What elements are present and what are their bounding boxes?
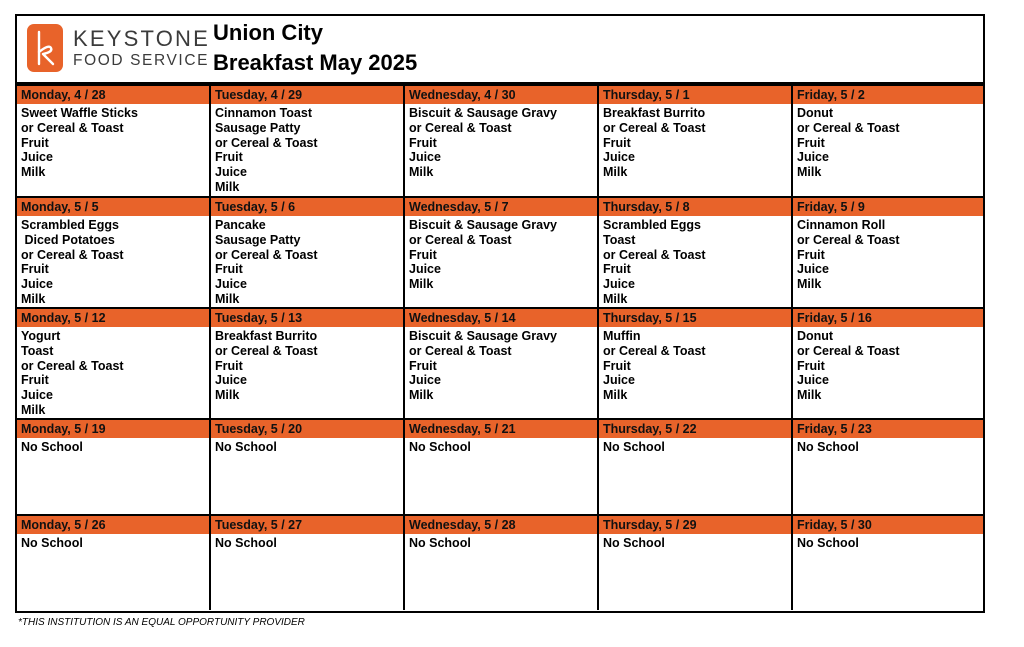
week-row <box>17 309 983 420</box>
day-header: Tuesday, 4 / 29 <box>211 86 403 104</box>
day-header: Tuesday, 5 / 20 <box>211 420 403 438</box>
menu-item: Juice <box>797 262 829 277</box>
menu-item: Breakfast Burrito <box>215 329 318 343</box>
menu-item: Juice <box>215 277 247 292</box>
menu-item: Fruit <box>797 358 825 373</box>
menu-items <box>405 104 597 180</box>
day-header: Thursday, 5 / 1 <box>599 86 791 104</box>
week-row <box>17 86 983 198</box>
menu-item: No School <box>409 536 471 550</box>
menu-item: Scrambled Eggs <box>603 218 701 232</box>
menu-item: Muffin <box>603 329 641 343</box>
menu-item: Biscuit & Sausage Gravy <box>409 106 557 120</box>
menu-item: Milk <box>21 291 46 306</box>
menu-item: Toast <box>603 232 636 247</box>
menu-items <box>211 438 403 455</box>
menu-items <box>211 216 403 307</box>
day-header: Monday, 5 / 26 <box>17 516 209 534</box>
menu-item: Cinnamon Toast <box>215 106 312 120</box>
menu-item: No School <box>215 536 277 550</box>
menu-items <box>17 104 209 180</box>
day-cell <box>599 516 793 610</box>
menu-item: Milk <box>797 388 822 403</box>
menu-item: Juice <box>409 150 441 165</box>
brand-name: KEYSTONE <box>73 26 211 51</box>
menu-item: Juice <box>797 150 829 165</box>
menu-item: Toast <box>21 343 54 358</box>
day-cell <box>211 309 405 418</box>
menu-item: or Cereal & Toast <box>215 343 318 358</box>
menu-calendar <box>15 14 985 613</box>
menu-items <box>211 104 403 195</box>
menu-item: Cinnamon Roll <box>797 218 886 232</box>
menu-item: or Cereal & Toast <box>21 358 124 373</box>
day-cell <box>211 516 405 610</box>
day-cell <box>793 420 983 514</box>
menu-item: Fruit <box>797 247 825 262</box>
day-header: Monday, 5 / 19 <box>17 420 209 438</box>
menu-item: Fruit <box>603 358 631 373</box>
menu-item: Donut <box>797 106 834 120</box>
menu-item: Juice <box>603 373 635 388</box>
menu-item: Milk <box>603 165 628 180</box>
menu-item: or Cereal & Toast <box>21 120 124 135</box>
day-header: Friday, 5 / 2 <box>793 86 983 104</box>
menu-item: Fruit <box>603 135 631 150</box>
menu-item: Fruit <box>409 135 437 150</box>
day-header: Thursday, 5 / 8 <box>599 198 791 216</box>
menu-item: Diced Potatoes <box>21 232 115 247</box>
menu-item: Fruit <box>215 150 243 165</box>
menu-item: Pancake <box>215 218 266 232</box>
day-cell <box>17 420 211 514</box>
menu-items <box>17 327 209 418</box>
day-cell <box>211 420 405 514</box>
menu-item: Milk <box>603 388 628 403</box>
menu-item: or Cereal & Toast <box>603 343 706 358</box>
menu-items <box>599 104 791 180</box>
day-cell <box>17 516 211 610</box>
menu-item: Fruit <box>215 262 243 277</box>
menu-items <box>599 216 791 307</box>
menu-items <box>405 438 597 455</box>
menu-item: Juice <box>603 150 635 165</box>
menu-item: Fruit <box>409 358 437 373</box>
menu-item: Juice <box>215 373 247 388</box>
day-cell <box>405 516 599 610</box>
day-header: Tuesday, 5 / 27 <box>211 516 403 534</box>
menu-item: Juice <box>409 262 441 277</box>
day-cell <box>17 86 211 196</box>
menu-items <box>793 438 983 455</box>
menu-item: or Cereal & Toast <box>409 232 512 247</box>
menu-item: Milk <box>409 388 434 403</box>
day-header: Friday, 5 / 16 <box>793 309 983 327</box>
menu-item: Milk <box>215 291 240 306</box>
day-cell <box>17 198 211 307</box>
menu-item: Donut <box>797 329 834 343</box>
day-cell <box>793 198 983 307</box>
menu-item: Biscuit & Sausage Gravy <box>409 218 557 232</box>
menu-item: or Cereal & Toast <box>797 343 900 358</box>
menu-item: Scrambled Eggs <box>21 218 119 232</box>
menu-item: No School <box>21 440 83 454</box>
day-header: Thursday, 5 / 15 <box>599 309 791 327</box>
menu-item: Milk <box>409 165 434 180</box>
menu-item: No School <box>21 536 83 550</box>
day-header: Wednesday, 4 / 30 <box>405 86 597 104</box>
k-logo-icon <box>27 24 63 72</box>
menu-items <box>17 216 209 307</box>
menu-item: Juice <box>797 373 829 388</box>
menu-item: or Cereal & Toast <box>797 232 900 247</box>
day-cell <box>599 86 793 196</box>
day-header: Thursday, 5 / 29 <box>599 516 791 534</box>
day-cell <box>599 420 793 514</box>
menu-item: Juice <box>21 277 53 292</box>
menu-item: or Cereal & Toast <box>409 120 512 135</box>
menu-item: No School <box>603 536 665 550</box>
day-cell <box>211 86 405 196</box>
menu-item: Fruit <box>21 135 49 150</box>
menu-items <box>793 216 983 292</box>
menu-item: Milk <box>797 165 822 180</box>
week-row <box>17 198 983 309</box>
menu-item: Juice <box>215 165 247 180</box>
menu-item: Milk <box>21 165 46 180</box>
menu-items <box>793 104 983 180</box>
menu-items <box>17 534 209 551</box>
day-cell <box>405 309 599 418</box>
menu-item: or Cereal & Toast <box>797 120 900 135</box>
menu-item: or Cereal & Toast <box>603 247 706 262</box>
menu-item: Milk <box>215 179 240 194</box>
menu-grid <box>17 86 983 610</box>
keystone-logo <box>27 22 213 74</box>
day-header: Wednesday, 5 / 7 <box>405 198 597 216</box>
menu-item: No School <box>797 440 859 454</box>
week-row <box>17 516 983 610</box>
week-row <box>17 420 983 516</box>
day-header: Friday, 5 / 30 <box>793 516 983 534</box>
day-header: Monday, 5 / 12 <box>17 309 209 327</box>
menu-item: Juice <box>21 150 53 165</box>
day-header: Monday, 5 / 5 <box>17 198 209 216</box>
menu-item: or Cereal & Toast <box>409 343 512 358</box>
menu-items <box>793 327 983 403</box>
menu-items <box>599 327 791 403</box>
menu-item: No School <box>603 440 665 454</box>
menu-item: Milk <box>21 402 46 417</box>
menu-item: Fruit <box>21 262 49 277</box>
menu-item: Sweet Waffle Sticks <box>21 106 138 120</box>
menu-items <box>17 438 209 455</box>
menu-item: or Cereal & Toast <box>21 247 124 262</box>
menu-items <box>405 534 597 551</box>
day-cell <box>405 420 599 514</box>
menu-item: Fruit <box>603 262 631 277</box>
menu-item: Biscuit & Sausage Gravy <box>409 329 557 343</box>
menu-item: Sausage Patty <box>215 120 301 135</box>
menu-item: Milk <box>409 277 434 292</box>
menu-item: Juice <box>603 277 635 292</box>
menu-item: Fruit <box>21 373 49 388</box>
menu-items <box>405 327 597 403</box>
menu-item: No School <box>215 440 277 454</box>
menu-item: Fruit <box>797 135 825 150</box>
day-header: Friday, 5 / 9 <box>793 198 983 216</box>
menu-title: Breakfast May 2025 <box>213 50 418 75</box>
menu-item: or Cereal & Toast <box>215 247 318 262</box>
day-cell <box>793 86 983 196</box>
menu-items <box>599 534 791 551</box>
day-header: Wednesday, 5 / 21 <box>405 420 597 438</box>
day-cell <box>599 198 793 307</box>
day-cell <box>211 198 405 307</box>
day-cell <box>793 309 983 418</box>
day-header: Wednesday, 5 / 14 <box>405 309 597 327</box>
menu-items <box>793 534 983 551</box>
menu-item: Fruit <box>215 358 243 373</box>
day-header: Tuesday, 5 / 6 <box>211 198 403 216</box>
menu-items <box>599 438 791 455</box>
menu-item: No School <box>409 440 471 454</box>
menu-item: Fruit <box>409 247 437 262</box>
day-header: Wednesday, 5 / 28 <box>405 516 597 534</box>
day-cell <box>599 309 793 418</box>
day-header: Monday, 4 / 28 <box>17 86 209 104</box>
footnote: *THIS INSTITUTION IS AN EQUAL OPPORTUNITY PROVIDER <box>18 617 305 628</box>
menu-items <box>211 327 403 403</box>
menu-item: or Cereal & Toast <box>215 135 318 150</box>
day-cell <box>17 309 211 418</box>
menu-item: Milk <box>797 277 822 292</box>
menu-item: Breakfast Burrito <box>603 106 706 120</box>
district-title: Union City <box>213 20 323 45</box>
day-header: Friday, 5 / 23 <box>793 420 983 438</box>
day-header: Tuesday, 5 / 13 <box>211 309 403 327</box>
menu-item: Milk <box>603 291 628 306</box>
menu-item: Juice <box>409 373 441 388</box>
menu-items <box>405 216 597 292</box>
brand-subtitle: FOOD SERVICE <box>73 52 210 69</box>
menu-item: Juice <box>21 388 53 403</box>
menu-item: Yogurt <box>21 329 61 343</box>
menu-items <box>211 534 403 551</box>
menu-item: No School <box>797 536 859 550</box>
menu-item: or Cereal & Toast <box>603 120 706 135</box>
day-header: Thursday, 5 / 22 <box>599 420 791 438</box>
menu-item: Milk <box>215 388 240 403</box>
header <box>17 16 983 82</box>
day-cell <box>793 516 983 610</box>
day-cell <box>405 86 599 196</box>
day-cell <box>405 198 599 307</box>
menu-item: Sausage Patty <box>215 232 301 247</box>
